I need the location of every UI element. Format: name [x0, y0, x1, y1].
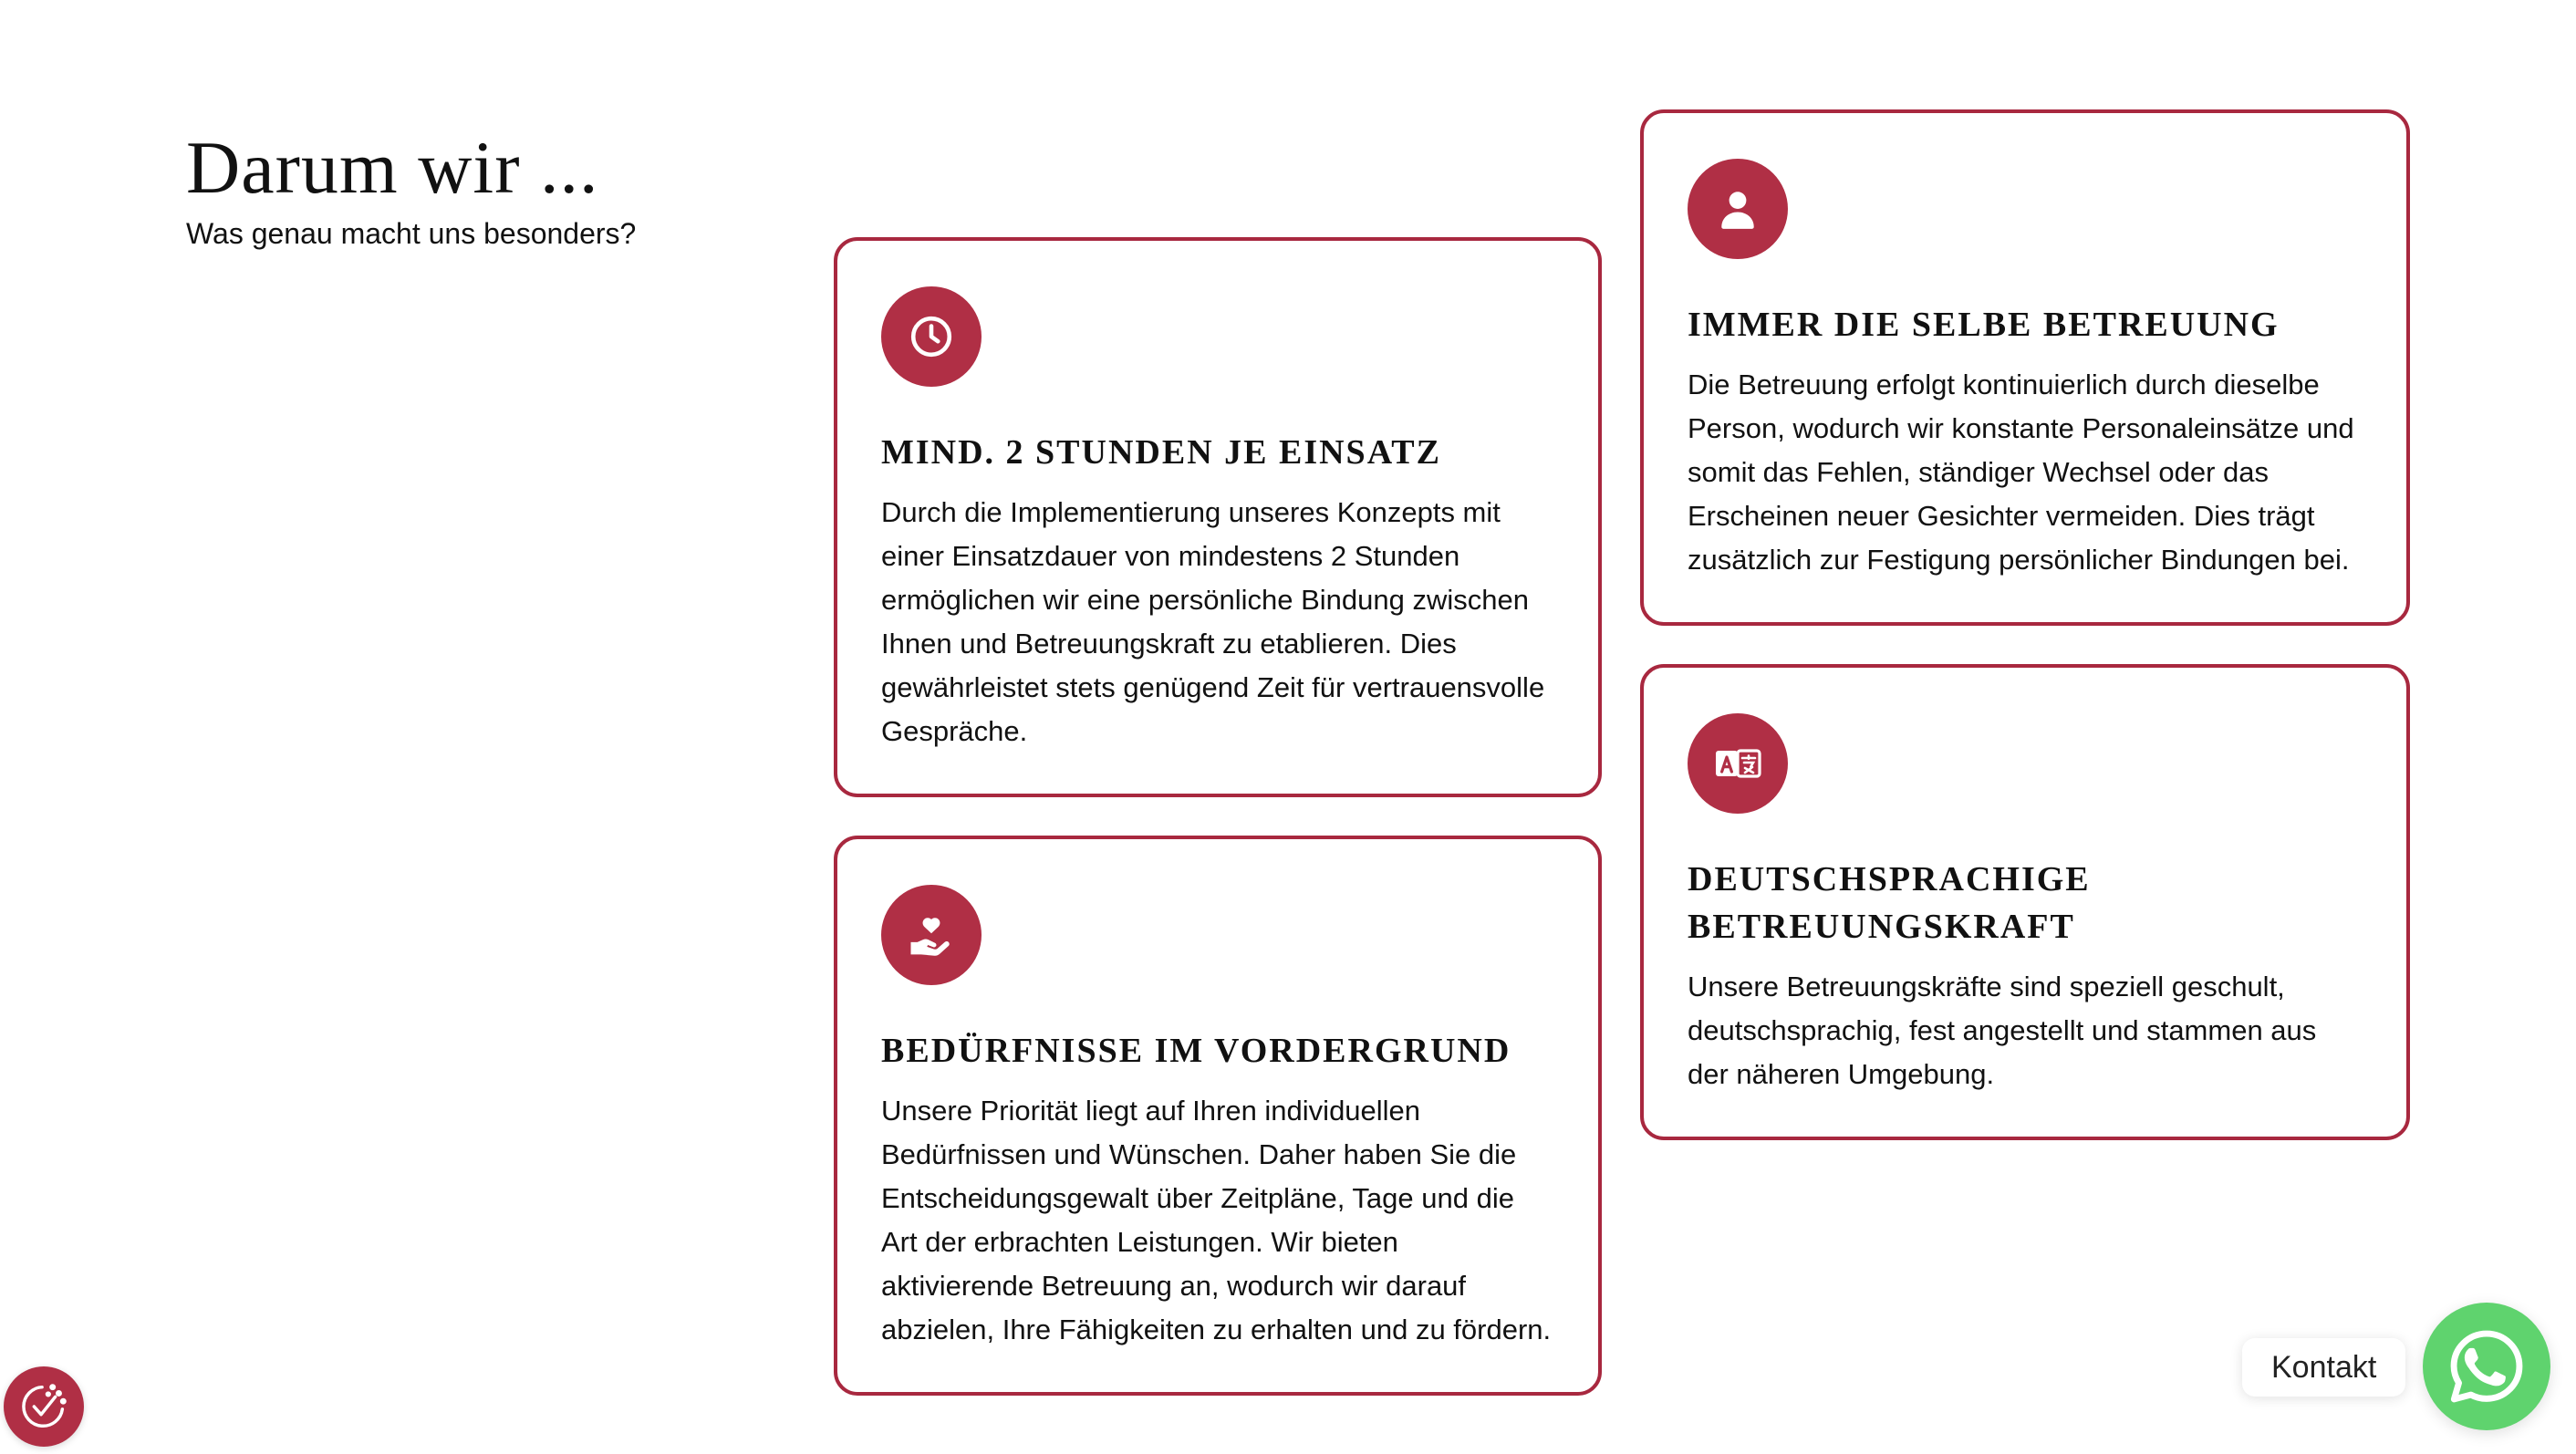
cookie-consent-icon: [16, 1378, 72, 1435]
intro-section: [186, 123, 770, 253]
hand-heart-icon: [881, 885, 982, 985]
feature-card-text: Unsere Priorität liegt auf Ihren individuellen Bedürfnissen und Wünschen. Daher haben Sie die Entscheidungsgewalt über Zeitpläne, Tage und die Art der erbrachten Leistungen. Wir bieten aktivierende Betreuung an, wodurch wir darauf abzielen, Ihre Fähigkeiten zu erhalten und zu fördern.: [881, 1095, 1552, 1345]
feature-card-title: IMMER DIE SELBE BETREUUNG: [1688, 306, 2280, 344]
feature-card-text: Die Betreuung erfolgt kontinuierlich durch dieselbe Person, wodurch wir konstante Personaleinsätze und somit das Fehlen, ständiger Wechsel oder das Erscheinen neuer Gesichter vermeiden. Dies trägt zusätzlich zur Festigung persönlicher Bindungen bei.: [1688, 369, 2354, 576]
feature-card-text: Durch die Implementierung unseres Konzepts mit einer Einsatzdauer von mindestens 2 Stunden ermöglichen wir eine persönliche Bindung zwischen Ihnen und Betreuungskraft zu etablieren. Dies gewährleistet stets genügend Zeit für vertrauensvolle Gespräche.: [881, 496, 1545, 747]
user-icon: [1688, 159, 1788, 259]
cookie-consent-button[interactable]: [4, 1366, 84, 1447]
feature-card-text: Unsere Betreuungskräfte sind speziell geschult, deutschsprachig, fest angestellt und stammen aus der näheren Umgebung.: [1688, 971, 2317, 1090]
feature-card-german-speaking: [1640, 664, 2410, 1140]
translate-icon: [1688, 713, 1788, 814]
section-subtitle: Was genau macht uns besonders?: [186, 217, 637, 250]
clock-icon: [881, 286, 982, 387]
feature-card-title: MIND. 2 STUNDEN JE EINSATZ: [881, 433, 1442, 472]
contact-label[interactable]: Kontakt: [2242, 1338, 2405, 1397]
whatsapp-icon: [2445, 1324, 2529, 1408]
feature-card-same-care: [1640, 109, 2410, 626]
section-title: Darum wir ...: [186, 126, 599, 209]
whatsapp-button[interactable]: [2423, 1303, 2550, 1430]
feature-card-min-duration: [834, 237, 1602, 797]
feature-card-title: DEUTSCHSPRACHIGE BETREUUNGSKRAFT: [1688, 860, 2091, 946]
feature-card-title: BEDÜRFNISSE IM VORDERGRUND: [881, 1032, 1511, 1070]
feature-card-needs-first: [834, 836, 1602, 1396]
